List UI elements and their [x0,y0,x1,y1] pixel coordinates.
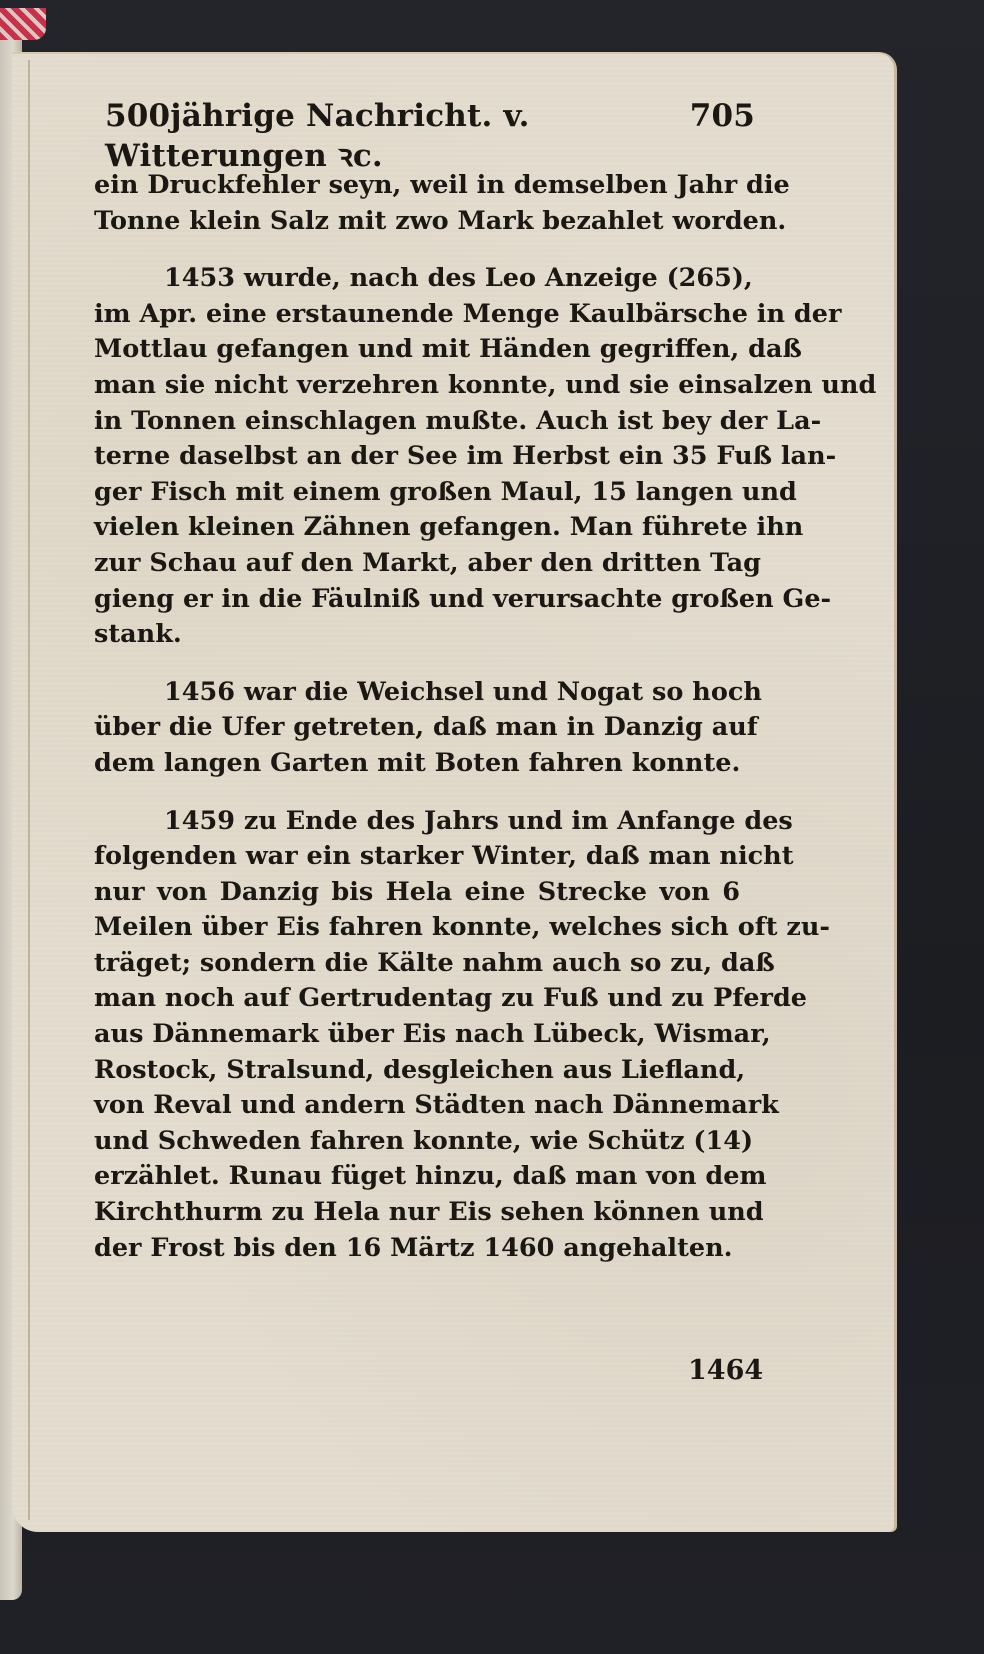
text-line: Rostock, Stralsund, desgleichen aus Liefland, [94,1054,746,1085]
page-number: 705 [689,98,755,134]
text-line: man sie nicht verzehren konnte, und sie einsalzen und [94,369,877,400]
body-text [94,168,877,1266]
text-line: und Schweden fahren konnte, wie Schütz (14) [94,1125,754,1156]
text-line: gieng er in die Fäulniß und verursachte großen Ge- [94,583,832,614]
text-line: aus Dännemark über Eis nach Lübeck, Wismar, [94,1019,771,1050]
text-line: 1453 wurde, nach des Leo Anzeige (265), [164,263,753,294]
bookmark-ribbon [0,8,46,40]
text-line: vielen kleinen Zähnen gefangen. Man führete ihn [94,512,804,543]
text-line: folgenden war ein starker Winter, daß man nicht [94,841,794,872]
paragraph-continuation [94,168,790,239]
text-line: erzählet. Runau füget hinzu, daß man von dem [94,1161,767,1192]
text-line: Meilen über Eis fahren konnte, welches sich oft zu- [94,912,830,943]
text-line: Tonne klein Salz mit zwo Mark bezahlet worden. [94,205,787,236]
text-line: dem langen Garten mit Boten fahren konnte. [94,747,741,778]
paragraph-1459 [94,804,830,1267]
text-line: ein Druckfehler seyn, weil in demselben Jahr die [94,170,790,200]
running-head-title: 500jährige Nachricht. v. Witterungen ꝛc. [105,98,530,174]
text-line: in Tonnen einschlagen mußte. Auch ist bey der La- [94,405,822,436]
catchword: 1464 [688,1355,764,1386]
gutter-shadow [28,60,30,1520]
text-line: Kirchthurm zu Hela nur Eis sehen können und [94,1197,764,1228]
text-line: 1456 war die Weichsel und Nogat so hoch [164,676,762,707]
text-line: stank. [94,619,182,650]
running-head [105,98,755,176]
text-line: ger Fisch mit einem großen Maul, 15 langen und [94,476,797,507]
text-line: terne daselbst an der See im Herbst ein 35 Fuß lan- [94,441,837,472]
text-line: 1459 zu Ende des Jahrs und im Anfange des [164,805,793,836]
text-line: zur Schau auf den Markt, aber den dritten Tag [94,547,761,578]
text-line: der Frost bis den 16 Märtz 1460 angehalten. [94,1232,733,1263]
text-line: von Reval und andern Städten nach Dännemark [94,1090,779,1121]
text-line: Mottlau gefangen und mit Händen gegriffen, daß [94,334,802,365]
paragraph-1456 [94,675,762,782]
text-line: träget; sondern die Kälte nahm auch so zu, daß [94,947,775,978]
text-line: über die Ufer getreten, daß man in Danzig auf [94,712,758,743]
text-line: im Apr. eine erstaunende Menge Kaulbärsche in der [94,298,842,329]
text-line: nur von Danzig bis Hela eine Strecke von 6 [94,876,740,907]
paragraph-1453 [94,261,877,653]
text-line: man noch auf Gertrudentag zu Fuß und zu Pferde [94,983,808,1014]
